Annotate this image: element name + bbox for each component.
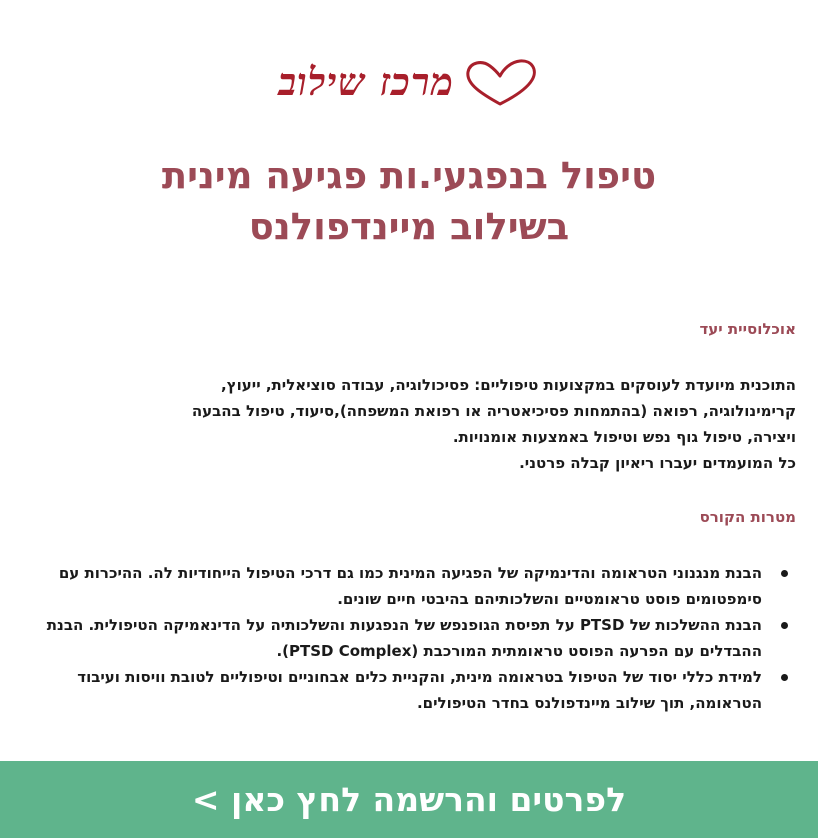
heart-icon	[460, 56, 540, 108]
page-title	[0, 150, 818, 252]
register-button[interactable]: לפרטים והרשמה לחץ כאן >	[0, 761, 818, 838]
list-item: הבנת ההשלכות של PTSD על תפיסת הגופנפש של הנפגעות והשלכותיה על הדינאמיקה הטיפולית. הבנת ההבדלים עם הפרעה הפוסט טראומתית המורכבת (PTSD Complex).	[20, 612, 796, 664]
course-content	[20, 316, 796, 716]
logo-text: מרכז שילוב	[277, 59, 455, 104]
goals-heading: מטרות הקורס	[699, 508, 796, 526]
audience-note: כל המועמדים יעברו ריאיון קבלה פרטני.	[519, 454, 796, 472]
audience-description	[20, 372, 796, 476]
list-item: למידת כללי יסוד של הטיפול בטראומה מינית, והקניית כלים אבחוניים וטיפוליים לטובת וויסות ועיבוד הטראומה, תוך שילוב מיינדפולנס בחדר הטיפולים.	[20, 664, 796, 716]
audience-line: ויצירה, טיפול גוף נפש וטיפול באמצעות אומנויות.	[452, 428, 796, 446]
logo	[0, 52, 818, 112]
page-title-line-1: טיפול בנפגעי.ות פגיעה מינית	[161, 154, 657, 197]
goals-list	[20, 560, 796, 716]
page-title-line-2: בשילוב מיינדפולנס	[248, 205, 570, 248]
list-item: הבנת מנגנוני הטראומה והדינמיקה של הפגיעה המינית כמו גם דרכי הטיפול הייחודיות לה. ההיכרות עם סימפטומים פוסט טראומטיים והשלכותיהם בהיבטי חיים שונים.	[20, 560, 796, 612]
audience-heading: אוכלוסיית יעד	[699, 320, 796, 338]
audience-line: התוכנית מיועדת לעוסקים במקצועות טיפוליים: פסיכולוגיה, עבודה סוציאלית, ייעוץ,	[221, 376, 796, 394]
audience-line: קרימינולוגיה, רפואה (בהתמחות פסיכיאטריה או רפואת המשפחה),סיעוד, טיפול בהבעה	[191, 402, 796, 420]
